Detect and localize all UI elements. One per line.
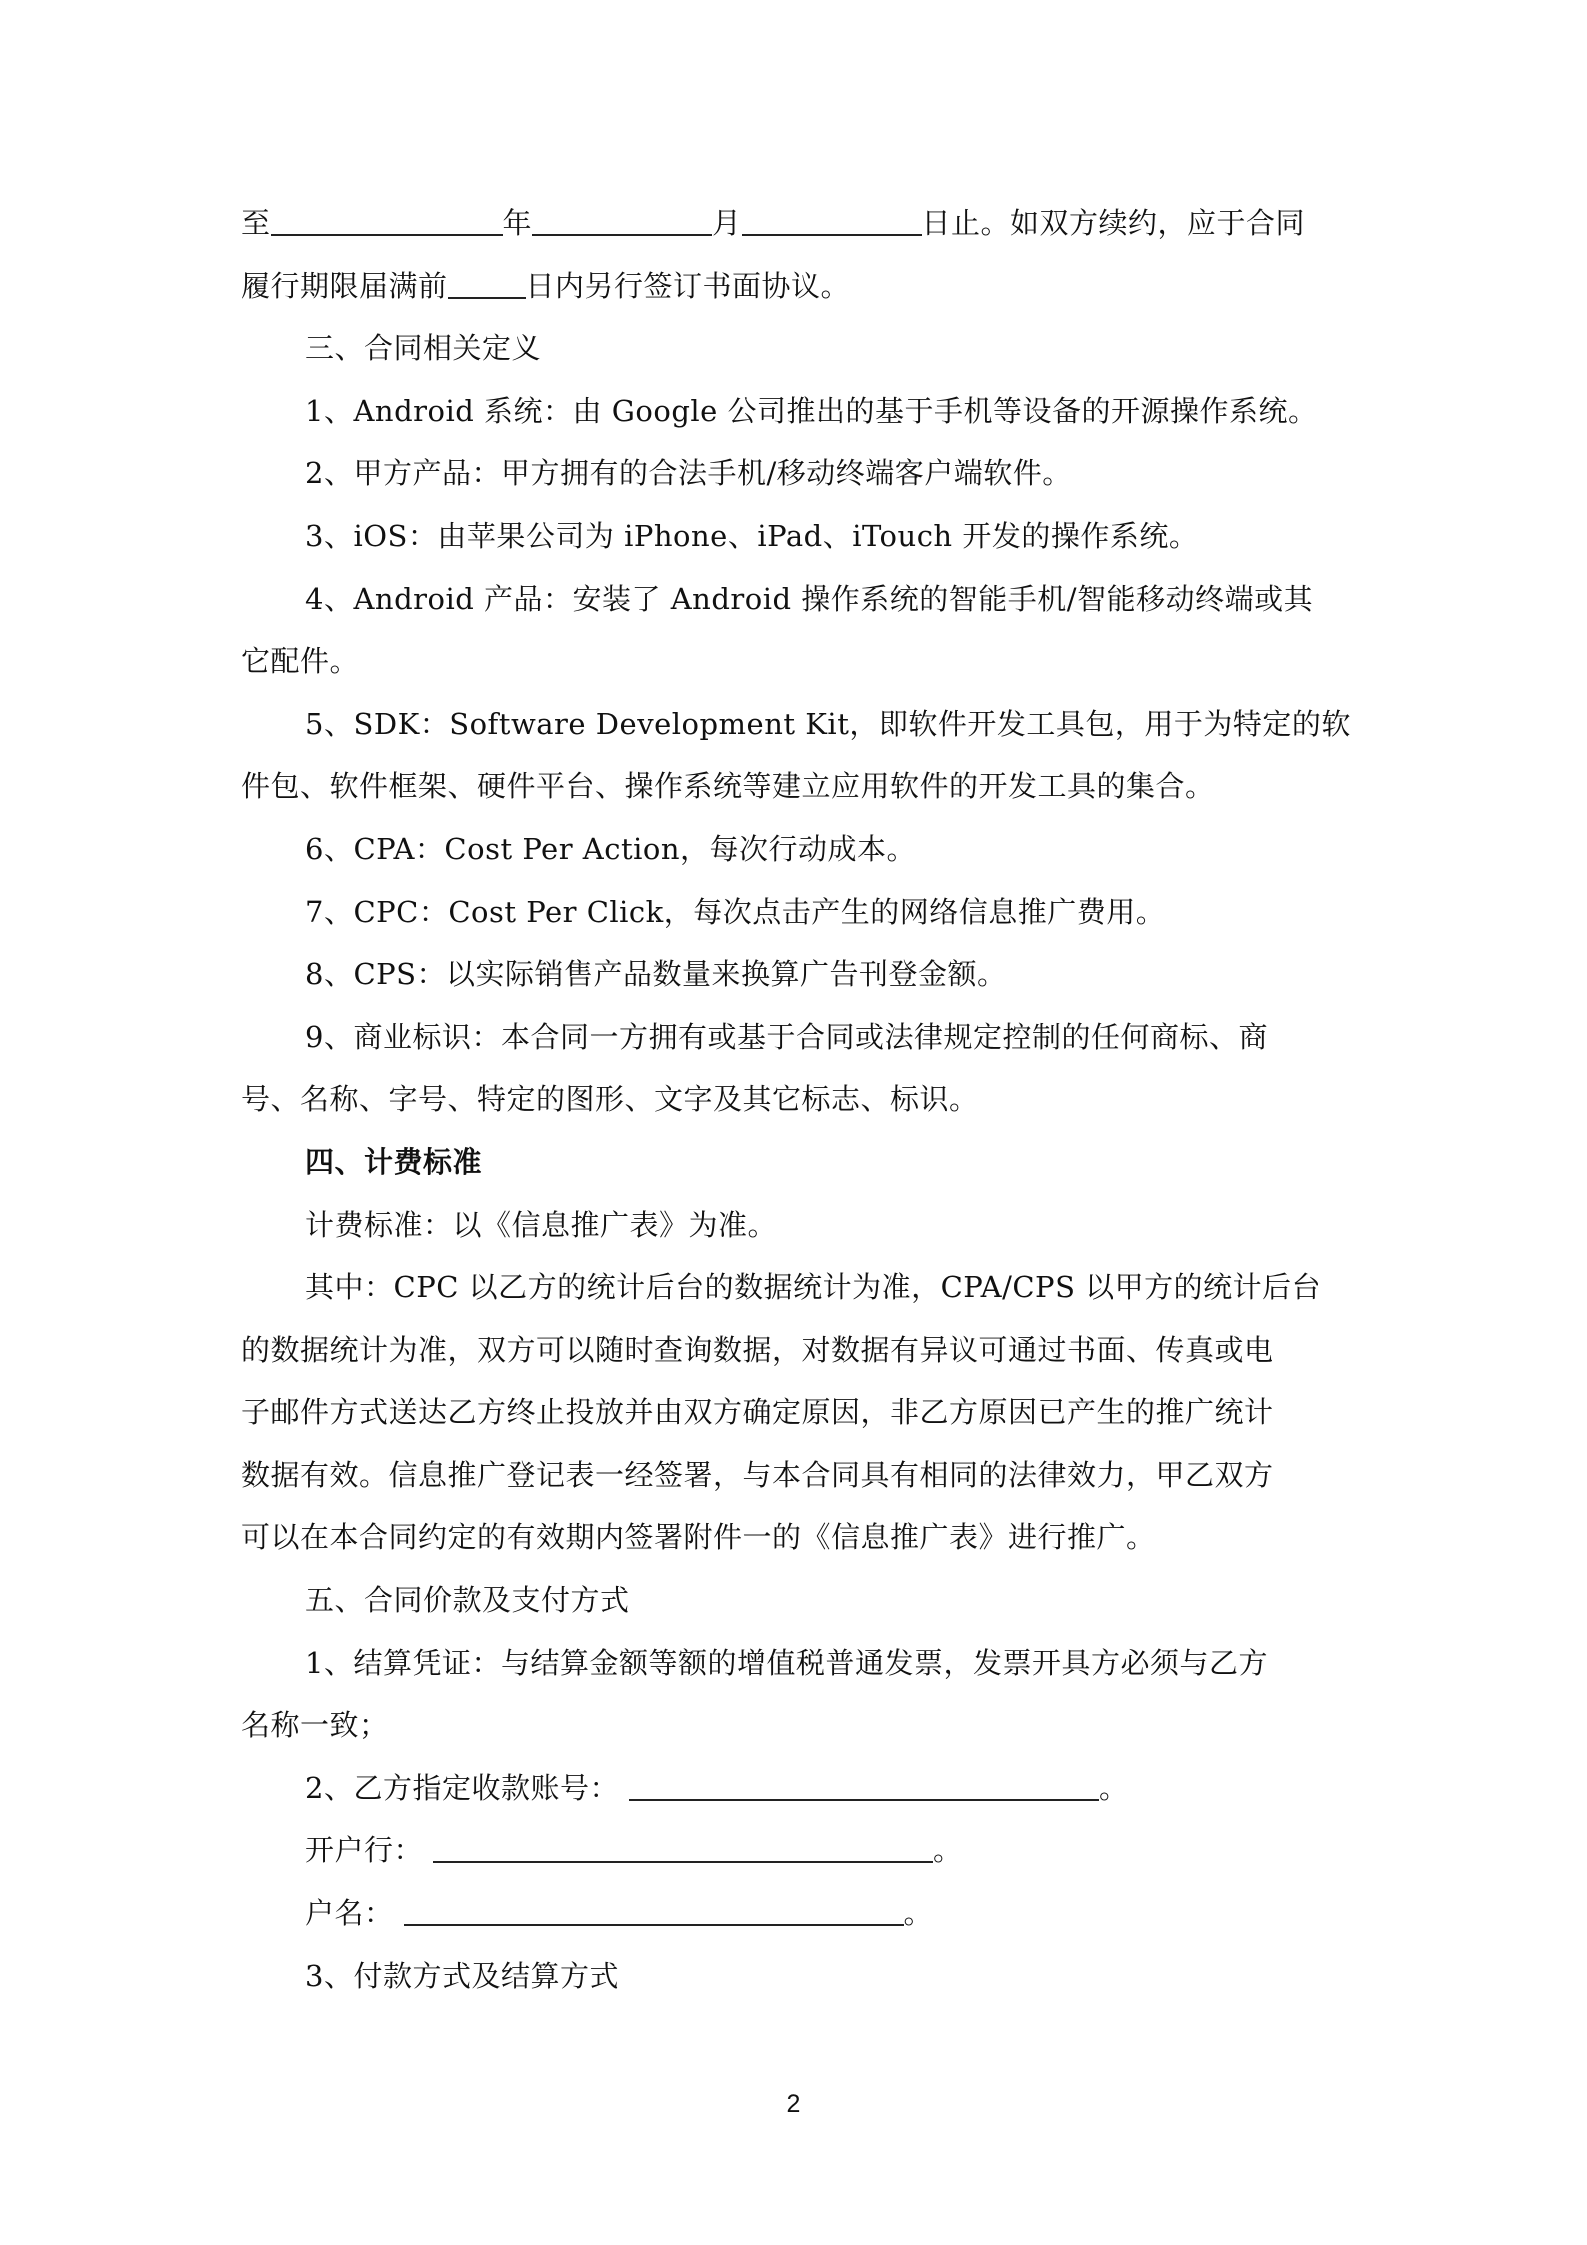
billing-standard-text: 计费标准：以《信息推广表》为准。 [305, 1207, 778, 1242]
bank-blank[interactable] [433, 1831, 933, 1863]
settlement-voucher-cont: 名称一致； [241, 1708, 389, 1743]
term-end-line [241, 192, 1349, 255]
end-year-blank[interactable] [271, 204, 503, 236]
definition-business-mark-cont: 号、名称、字号、特定的图形、文字及其它标志、标识。 [241, 1082, 979, 1117]
payee-account-label: 2、乙方指定收款账号： [305, 1770, 619, 1805]
bank-end: 。 [933, 1833, 963, 1868]
billing-detail-line-3: 子邮件方式送达乙方终止投放并由双方确定原因，非乙方原因已产生的推广统计 [241, 1395, 1274, 1430]
payee-account-end: 。 [1098, 1770, 1129, 1805]
renewal-line [241, 255, 1349, 318]
account-name-label: 户名： [305, 1896, 394, 1931]
definition-android-product-cont: 它配件。 [241, 644, 360, 679]
bank-label: 开户行： [305, 1833, 424, 1868]
billing-detail-line-5: 可以在本合同约定的有效期内签署附件一的《信息推广表》进行推广。 [241, 1520, 1156, 1555]
definition-cpc: 7、CPC：Cost Per Click，每次点击产生的网络信息推广费用。 [305, 894, 1166, 929]
end-day-blank[interactable] [742, 204, 922, 236]
section-4-heading: 四、计费标准 [305, 1144, 483, 1179]
billing-detail-line-2: 的数据统计为准，双方可以随时查询数据，对数据有异议可通过书面、传真或电 [241, 1332, 1274, 1367]
renewal-suffix: 日内另行签订书面协议。 [525, 268, 851, 303]
payee-account-blank[interactable] [629, 1769, 1099, 1801]
settlement-voucher-text: 1、结算凭证：与结算金额等额的增值税普通发票，发票开具方必须与乙方 [305, 1645, 1268, 1680]
account-name-end: 。 [903, 1896, 934, 1931]
bank-line [241, 1819, 1349, 1882]
year-label: 年 [502, 206, 533, 240]
billing-detail-line-1: 其中：CPC 以乙方的统计后台的数据统计为准，CPA/CPS 以甲方的统计后台 [305, 1270, 1322, 1305]
definition-ios: 3、iOS：由苹果公司为 iPhone、iPad、iTouch 开发的操作系统。 [305, 518, 1199, 553]
account-name-blank[interactable] [404, 1894, 904, 1926]
term-to-text: 至 [241, 206, 271, 240]
renewal-days-blank[interactable] [448, 267, 526, 299]
definition-cpa: 6、CPA：Cost Per Action，每次行动成本。 [305, 831, 917, 866]
definition-party-a-product: 2、甲方产品：甲方拥有的合法手机/移动终端客户端软件。 [305, 456, 1072, 491]
month-label: 月 [712, 206, 742, 240]
payment-method-item: 3、付款方式及结算方式 [305, 1958, 619, 1993]
definition-android-system: 1、Android 系统：由 Google 公司推出的基于手机等设备的开源操作系统。 [305, 393, 1318, 428]
payee-account-line [241, 1757, 1349, 1820]
section-3-heading: 三、合同相关定义 [305, 331, 542, 366]
renewal-prefix: 履行期限届满前 [241, 268, 448, 303]
term-end-text: 日止。如双方续约，应于合同 [921, 206, 1306, 240]
account-name-line [241, 1882, 1349, 1945]
billing-detail-line-4: 数据有效。信息推广登记表一经签署，与本合同具有相同的法律效力，甲乙双方 [241, 1457, 1274, 1492]
definition-cps: 8、CPS：以实际销售产品数量来换算广告刊登金额。 [305, 957, 1007, 992]
definition-sdk: 5、SDK：Software Development Kit，即软件开发工具包，用于为特定的软 [305, 706, 1351, 741]
definition-sdk-cont: 件包、软件框架、硬件平台、操作系统等建立应用软件的开发工具的集合。 [241, 769, 1215, 804]
definition-business-mark: 9、商业标识：本合同一方拥有或基于合同或法律规定控制的任何商标、商 [305, 1019, 1268, 1054]
end-month-blank[interactable] [532, 204, 712, 236]
contract-body [241, 192, 1349, 2007]
section-5-heading: 五、合同价款及支付方式 [305, 1583, 630, 1618]
page-number: 2 [786, 2090, 801, 2118]
definition-android-product: 4、Android 产品：安装了 Android 操作系统的智能手机/智能移动终端或其 [305, 581, 1314, 616]
